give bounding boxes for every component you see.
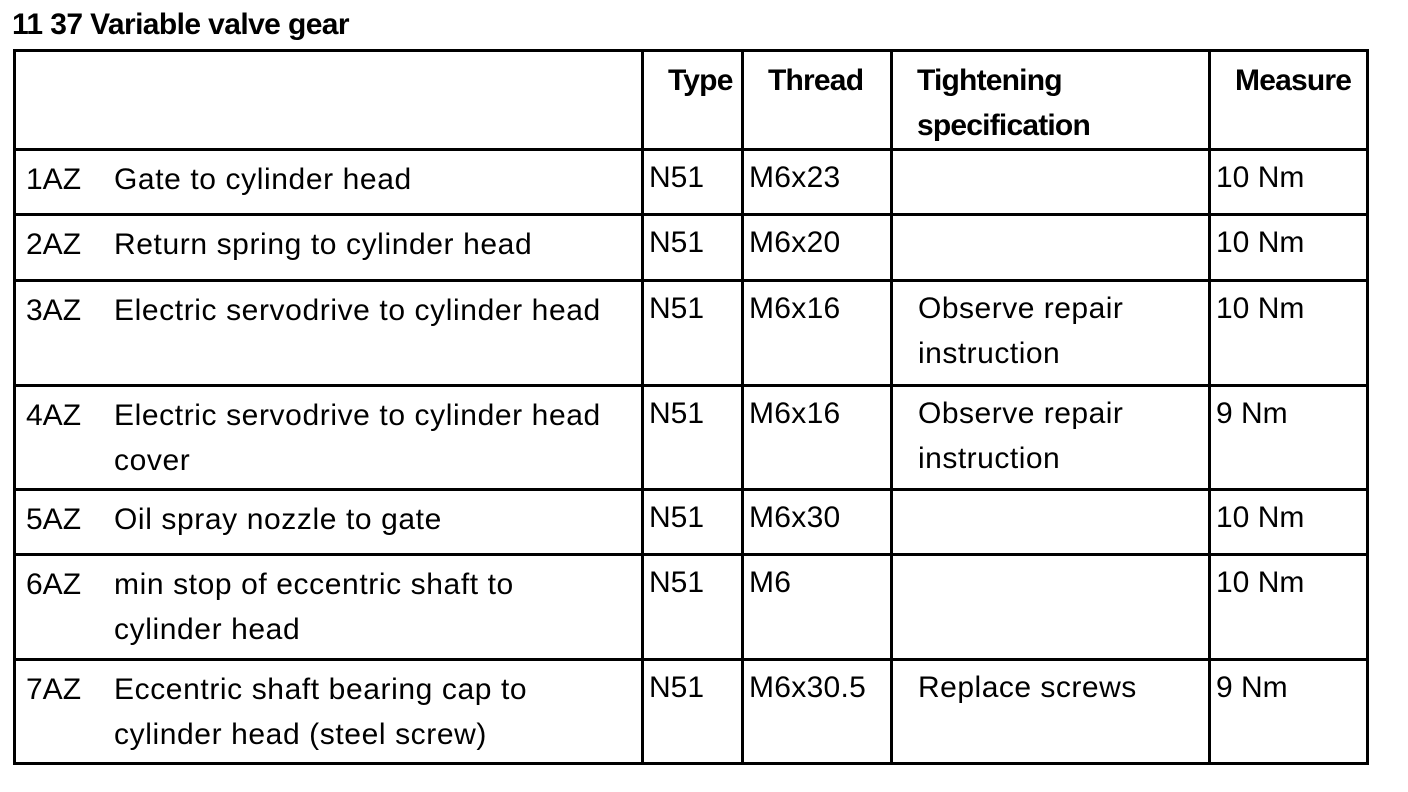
row-thread: M6x20 [749,226,841,259]
description-cell [15,490,643,555]
type-cell [643,386,743,490]
description-cell [15,281,643,386]
row-id: 4AZ [26,399,82,432]
thread-cell [743,555,892,660]
type-cell [643,150,743,215]
thread-cell [743,150,892,215]
page-title: 11 37 Variable valve gear [12,8,349,41]
row-description: Eccentric shaft bearing cap to cylinder head (steel screw) [114,673,528,751]
header-cell-thread [743,51,892,150]
type-cell [643,490,743,555]
row-tightening [893,216,1208,220]
type-cell [643,660,743,764]
row-description: Electric servodrive to cylinder head [114,294,601,327]
row-id: 3AZ [26,294,82,327]
description-cell [15,660,643,764]
torque-spec-table [13,49,1369,765]
header-cell-type [643,51,743,150]
row-description: Gate to cylinder head [114,163,412,196]
type-cell [643,281,743,386]
row-type: N51 [649,397,705,430]
table-row [15,555,1368,660]
table-row [15,150,1368,215]
row-type: N51 [649,226,705,259]
table-row [15,281,1368,386]
type-cell [643,215,743,281]
row-id: 1AZ [26,163,82,196]
tightening-cell [892,386,1210,490]
tightening-cell [892,490,1210,555]
tightening-cell [892,215,1210,281]
row-tightening [893,556,1208,560]
row-measure: 10 Nm [1216,501,1305,534]
row-measure: 10 Nm [1216,566,1305,599]
thread-cell [743,281,892,386]
thread-cell [743,660,892,764]
row-description: Return spring to cylinder head [114,228,533,261]
row-tightening: Replace screws [918,671,1137,704]
row-description: Oil spray nozzle to gate [114,503,442,536]
row-thread: M6x16 [749,292,841,325]
header-type-label: Type [668,64,733,97]
row-thread: M6x30.5 [749,671,867,704]
row-description: min stop of eccentric shaft to cylinder head [114,568,514,646]
row-measure: 9 Nm [1216,397,1288,430]
row-type: N51 [649,501,705,534]
row-tightening: Observe repair instruction [918,292,1124,370]
type-cell [643,555,743,660]
tightening-cell [892,281,1210,386]
row-measure: 10 Nm [1216,292,1305,325]
thread-cell [743,490,892,555]
measure-cell [1210,215,1368,281]
measure-cell [1210,150,1368,215]
header-cell-tightening [892,51,1210,150]
tightening-cell [892,150,1210,215]
row-tightening: Observe repair instruction [918,397,1124,475]
tightening-cell [892,555,1210,660]
description-cell [15,150,643,215]
measure-cell [1210,281,1368,386]
row-type: N51 [649,292,705,325]
row-id: 7AZ [26,673,82,706]
row-description: Electric servodrive to cylinder head cover [114,399,601,477]
row-thread: M6x23 [749,161,841,194]
row-type: N51 [649,671,705,704]
table-header-row [15,51,1368,150]
row-thread: M6 [749,566,792,599]
header-tightening-label: Tightening specification [917,64,1090,142]
tightening-cell [892,660,1210,764]
table-row [15,386,1368,490]
row-id: 6AZ [26,568,82,601]
header-measure-label: Measure [1235,64,1352,97]
row-tightening [893,151,1208,155]
row-id: 5AZ [26,503,82,536]
row-type: N51 [649,161,705,194]
thread-cell [743,215,892,281]
measure-cell [1210,660,1368,764]
row-thread: M6x16 [749,397,841,430]
header-cell-description [15,51,643,150]
row-measure: 9 Nm [1216,671,1288,704]
thread-cell [743,386,892,490]
description-cell [15,555,643,660]
row-type: N51 [649,566,705,599]
measure-cell [1210,555,1368,660]
table-row [15,490,1368,555]
table-row [15,215,1368,281]
row-thread: M6x30 [749,501,841,534]
description-cell [15,215,643,281]
measure-cell [1210,386,1368,490]
header-cell-measure [1210,51,1368,150]
header-thread-label: Thread [768,64,864,97]
row-measure: 10 Nm [1216,226,1305,259]
description-cell [15,386,643,490]
row-measure: 10 Nm [1216,161,1305,194]
row-tightening [893,491,1208,495]
row-id: 2AZ [26,228,82,261]
measure-cell [1210,490,1368,555]
table-row [15,660,1368,764]
